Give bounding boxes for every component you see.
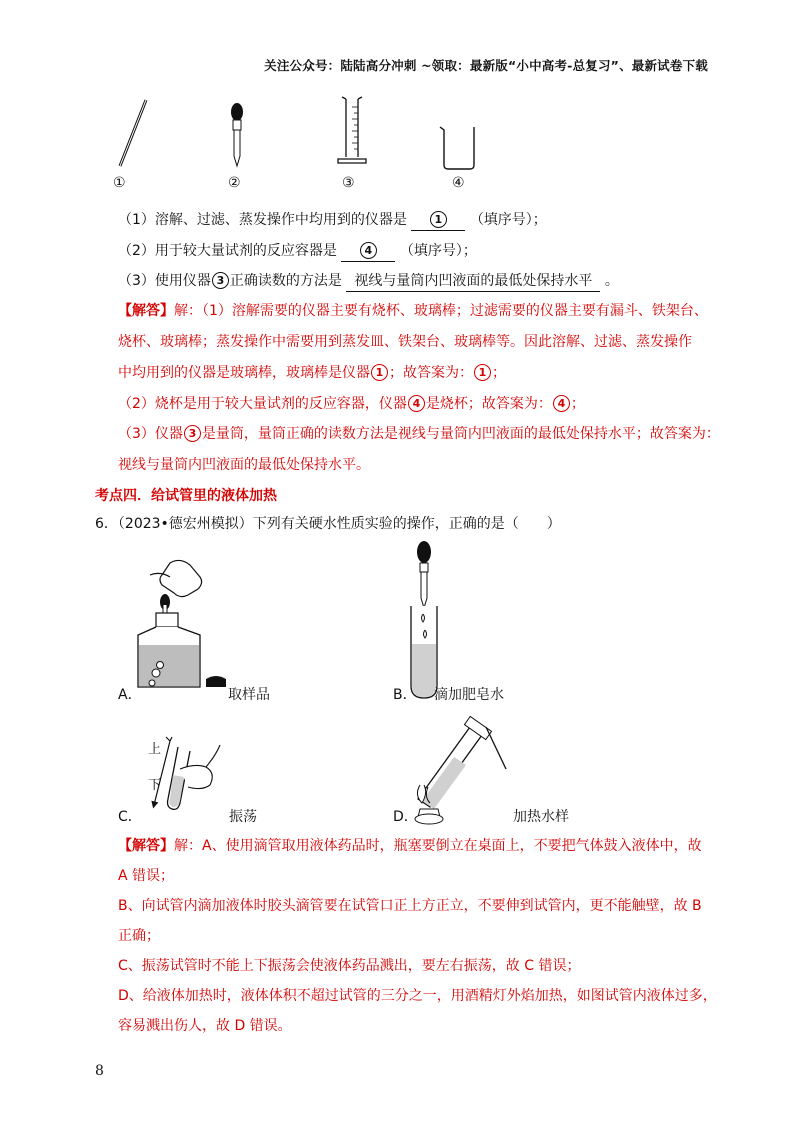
answer-2: 4 [360, 242, 377, 259]
solution-2-line-7: 容易溅出伤人，故 D 错误。 [118, 1018, 292, 1034]
beaker-icon [436, 125, 486, 175]
instrument-label-1: ① [113, 175, 126, 191]
instrument-label-3: ③ [342, 175, 355, 191]
question-3: （3）使用仪器 3 正确读数的方法是 视线与量筒内凹液面的最低处保持水平 。 [118, 271, 619, 292]
option-b-label: 滴加肥皂水 [434, 687, 504, 703]
page-header: 关注公众号：陆陆高分冲刺 ~领取：最新版“小中高考-总复习”、最新试卷下载 [264, 58, 708, 73]
page-number: 8 [95, 1063, 104, 1079]
option-d-letter: D． [393, 809, 418, 825]
solution-2-line-1: 【解答】解：A、使用滴管取用液体药品时，瓶塞要倒立在桌面上，不要把气体鼓入液体中，故 [118, 838, 702, 854]
instrument-label-2: ② [228, 175, 241, 191]
sample-bottle-icon [130, 555, 250, 695]
solution-2-line-5: C、振荡试管时不能上下振荡会使液体药品溅出，要左右振荡，故 C 错误； [118, 958, 581, 974]
graduated-cylinder-icon [336, 93, 376, 173]
option-b-letter: B． [393, 687, 417, 703]
solution-1-line-2: 烧杯、玻璃棒；蒸发操作中需要用到蒸发皿、铁架台、玻璃棒等。因此溶解、过滤、蒸发操作 [118, 334, 692, 350]
solution-2-line-2: A 错误； [118, 868, 175, 884]
answer-3: 视线与量筒内凹液面的最低处保持水平 [346, 271, 600, 292]
option-d-label: 加热水样 [513, 809, 569, 825]
solution-1-line-4: （2）烧杯是用于较大量试剂的反应容器，仪器 4 是烧杯；故答案为： 4 ； [118, 396, 585, 412]
solution-2-line-4: 正确； [118, 928, 160, 944]
solution-1-line-5: （3）仪器 3 是量筒，量筒正确的读数方法是视线与量筒内凹液面的最低处保持水平；故答案为： [118, 426, 720, 442]
option-a-letter: A． [118, 687, 142, 703]
option-a-label: 取样品 [228, 687, 270, 703]
answer-1: 1 [430, 211, 447, 228]
shake-up-label: 上 [148, 742, 162, 757]
solution-2-line-3: B、向试管内滴加液体时胶头滴管要在试管口正上方正立，不要伸到试管内，更不能触壁，故 B [118, 898, 702, 914]
dropper-icon [223, 100, 253, 180]
solution-1-line-6: 视线与量筒内凹液面的最低处保持水平。 [118, 457, 370, 473]
solution-1-line-1: 【解答】解：（1）溶解需要的仪器主要有烧杯、玻璃棒；过滤需要的仪器主要有漏斗、铁架台、 [118, 303, 708, 319]
option-c-label: 振荡 [229, 809, 257, 825]
dropper-test-tube-icon [405, 538, 455, 703]
glass-rod-icon [110, 96, 170, 176]
option-c-letter: C． [118, 809, 142, 825]
section-title: 考点四．给试管里的液体加热 [95, 488, 277, 504]
shake-down-label: 下 [148, 778, 162, 793]
question-1: （1）溶解、过滤、蒸发操作中均用到的仪器是 1 （填序号）； [118, 210, 547, 231]
solution-2-line-6: D、给液体加热时，液体体积不超过试管的三分之一，用酒精灯外焰加热，如图试管内液体过多， [118, 988, 717, 1004]
question-6: 6．（2023•德宏州模拟）下列有关硬水性质实验的操作，正确的是（ ） [95, 516, 561, 532]
question-2: （2）用于较大量试剂的反应容器是 4 （填序号）； [118, 241, 477, 262]
solution-1-line-3: 中均用到的仪器是玻璃棒，玻璃棒是仪器 1 ；故答案为： 1 ； [118, 365, 506, 381]
heating-tube-icon [410, 715, 530, 825]
instrument-label-4: ④ [452, 175, 465, 191]
